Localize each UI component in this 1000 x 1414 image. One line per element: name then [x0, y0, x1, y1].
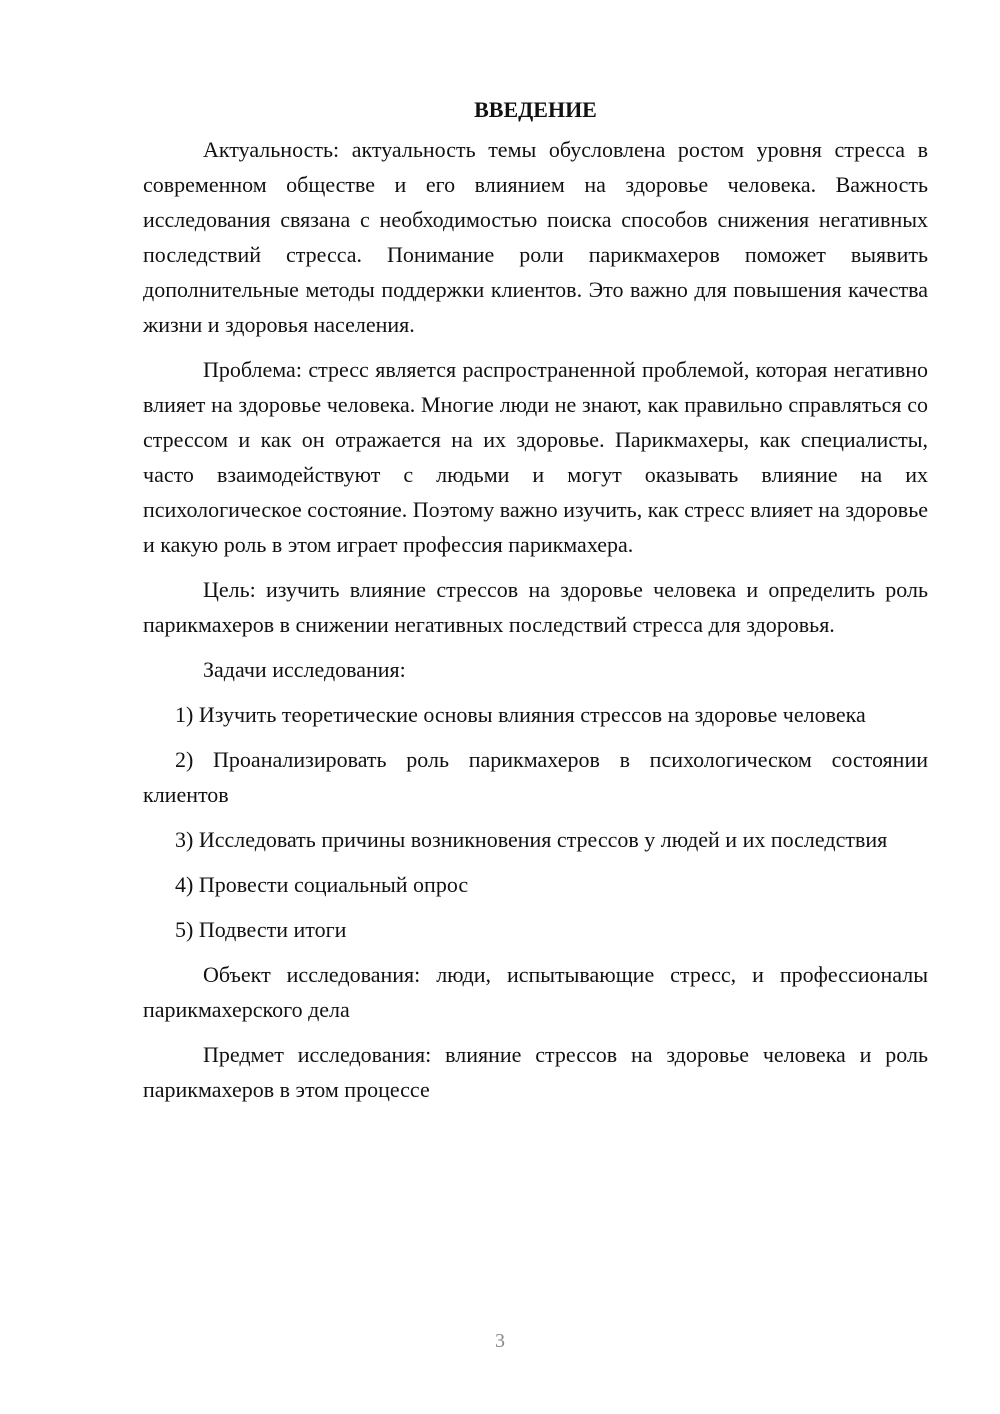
- tasks-heading: Задачи исследования:: [203, 657, 406, 682]
- task-item: 1) Изучить теоретические основы влияния стрессов на здоровье человека: [175, 702, 866, 727]
- problem-paragraph: Проблема: стресс является распространенной проблемой, которая негативно влияет на здоровье человека. Многие люди не знают, как правильно справляться со стрессом и как он отражается на их здоровье. Парикмахеры, как специалисты, часто взаимодействуют с людьми и могут оказывать влияние на их психологическое состояние. Поэтому важно изучить, как стресс влияет на здоровье и какую роль в этом играет профессия парикмахера.: [143, 357, 928, 557]
- page-number: 3: [495, 1330, 505, 1352]
- section-title: ВВЕДЕНИЕ: [474, 97, 597, 122]
- task-item: 2) Проанализировать роль парикмахеров в психологическом состоянии клиентов: [143, 747, 928, 807]
- document-page: [143, 92, 928, 1107]
- subject-paragraph: Предмет исследования: влияние стрессов на здоровье человека и роль парикмахеров в этом процессе: [143, 1042, 928, 1102]
- tasks-list: [143, 697, 928, 947]
- task-item: 5) Подвести итоги: [175, 917, 347, 942]
- object-paragraph: Объект исследования: люди, испытывающие стресс, и профессионалы парикмахерского дела: [143, 962, 928, 1022]
- task-item: 4) Провести социальный опрос: [175, 872, 469, 897]
- goal-paragraph: Цель: изучить влияние стрессов на здоровье человека и определить роль парикмахеров в снижении негативных последствий стресса для здоровья.: [143, 577, 928, 637]
- task-item: 3) Исследовать причины возникновения стрессов у людей и их последствия: [175, 827, 888, 852]
- relevance-paragraph: Актуальность: актуальность темы обусловлена ростом уровня стресса в современном обществе и его влиянием на здоровье человека. Важность исследования связана с необходимостью поиска способов снижения негативных последствий стресса. Понимание роли парикмахеров поможет выявить дополнительные методы поддержки клиентов. Это важно для повышения качества жизни и здоровья населения.: [143, 137, 928, 337]
